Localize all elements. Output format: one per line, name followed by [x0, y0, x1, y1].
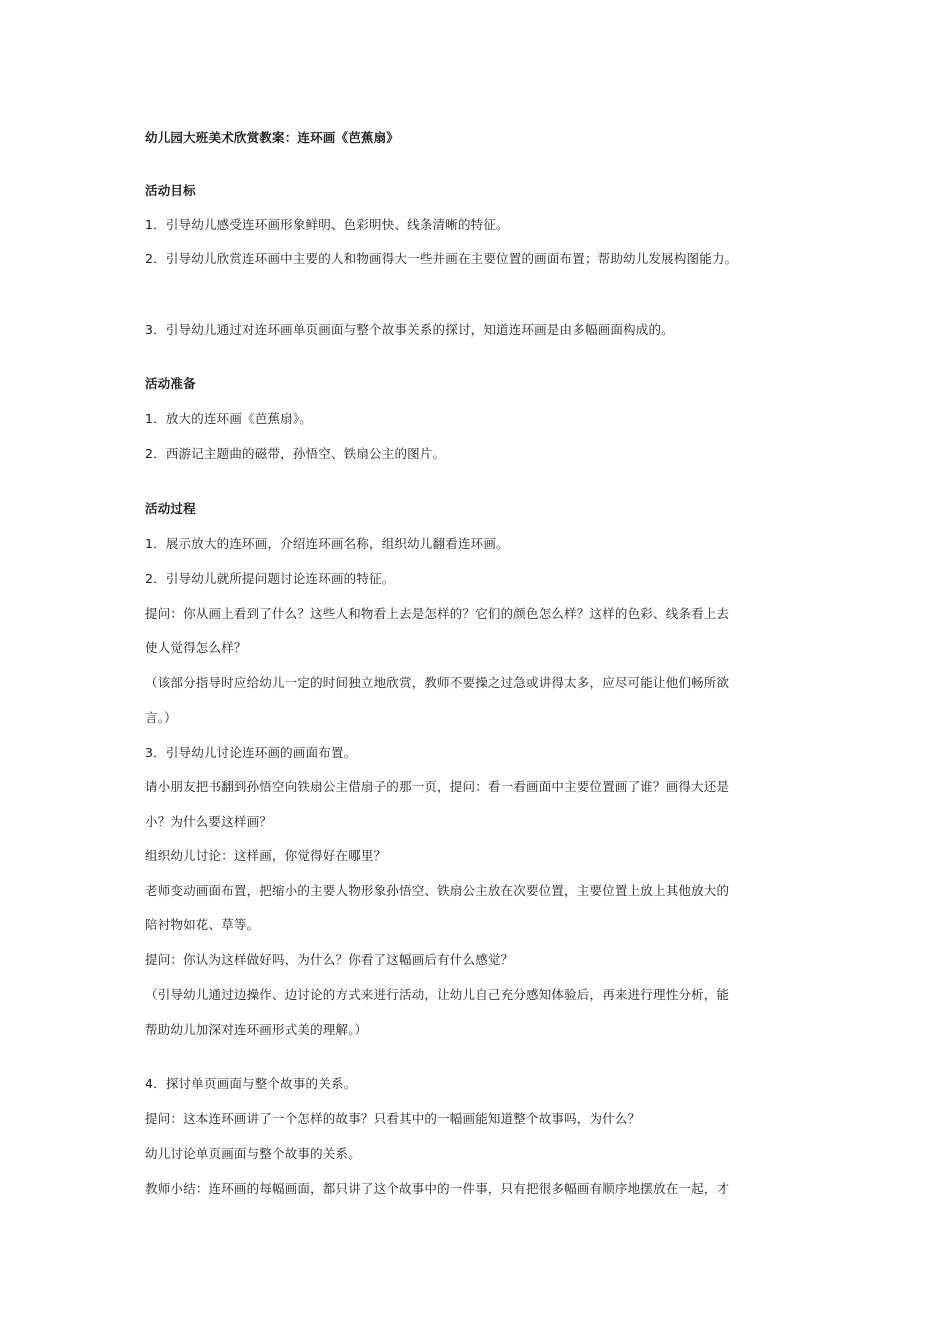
- process-line: 请小朋友把书翻到孙悟空向铁扇公主借扇子的那一页，提问：看一看画面中主要位置画了谁？画得大还是: [145, 779, 730, 794]
- process-line: 提问：你从画上看到了什么？这些人和物看上去是怎样的？它们的颜色怎么样？这样的色彩、线条看上去: [145, 606, 730, 621]
- process-line: 小？为什么要这样画？: [145, 814, 273, 829]
- process-line: 3．引导幼儿讨论连环画的画面布置。: [145, 745, 357, 760]
- process-line: 教师小结：连环画的每幅画面，都只讲了这个故事中的一件事，只有把很多幅画有顺序地摆放在一起，才: [145, 1181, 730, 1196]
- section-heading-goals: 活动目标: [145, 183, 196, 198]
- process-line: 帮助幼儿加深对连环画形式美的理解。）: [145, 1022, 368, 1037]
- prep-item-1: 1．放大的连环画《芭蕉扇》。: [145, 411, 313, 426]
- process-line: 4．探讨单页画面与整个故事的关系。: [145, 1076, 357, 1091]
- process-line: 老师变动画面布置，把缩小的主要人物形象孙悟空、铁扇公主放在次要位置，主要位置上放上其他放大的: [145, 883, 730, 898]
- process-line: （引导幼儿通过边操作、边讨论的方式来进行活动，让幼儿自己充分感知体验后，再来进行理性分析，能: [145, 987, 730, 1002]
- section-heading-preparation: 活动准备: [145, 376, 196, 391]
- process-line: 1．展示放大的连环画，介绍连环画名称，组织幼儿翻看连环画。: [145, 536, 509, 551]
- process-line: （该部分指导时应给幼儿一定的时间独立地欣赏，教师不要操之过急或讲得太多，应尽可能让他们畅所欲: [145, 675, 730, 690]
- document-title: 幼儿园大班美术欣赏教案：连环画《芭蕉扇》: [145, 130, 400, 145]
- process-line: 幼儿讨论单页画面与整个故事的关系。: [145, 1146, 361, 1161]
- section-heading-process: 活动过程: [145, 501, 196, 516]
- process-line: 言。）: [145, 710, 177, 725]
- process-line: 提问：你认为这样做好吗，为什么？你看了这幅画后有什么感觉？: [145, 952, 514, 967]
- goal-item-1: 1．引导幼儿感受连环画形象鲜明、色彩明快、线条清晰的特征。: [145, 217, 509, 232]
- process-line: 提问：这本连环画讲了一个怎样的故事？只看其中的一幅画能知道整个故事吗，为什么？: [145, 1111, 641, 1126]
- process-line: 2．引导幼儿就所提问题讨论连环画的特征。: [145, 571, 395, 586]
- process-line: 使人觉得怎么样？: [145, 640, 247, 655]
- goal-item-2: 2．引导幼儿欣赏连环画中主要的人和物画得大一些并画在主要位置的画面布置；帮助幼儿发展构图能力。: [145, 251, 738, 266]
- goal-item-3: 3．引导幼儿通过对连环画单页画面与整个故事关系的探讨，知道连环画是由多幅画面构成的。: [145, 322, 674, 337]
- process-line: 组织幼儿讨论：这样画，你觉得好在哪里？: [145, 848, 387, 863]
- prep-item-2: 2．西游记主题曲的磁带，孙悟空、铁扇公主的图片。: [145, 446, 446, 461]
- process-line: 陪衬物如花、草等。: [145, 917, 260, 932]
